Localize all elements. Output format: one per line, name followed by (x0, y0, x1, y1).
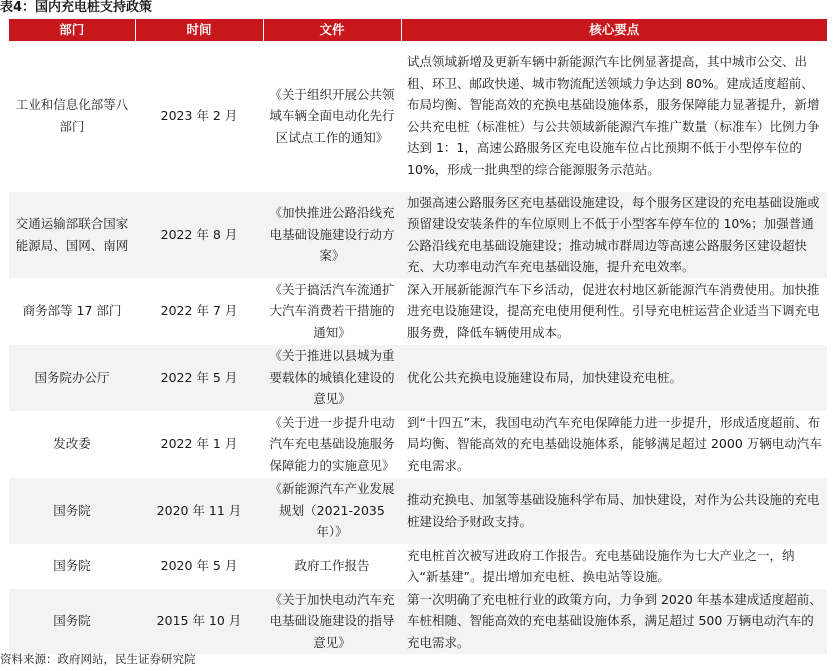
cell-key-points: 第一次明确了充电桩行业的政策方向，力争到 2020 年基本建成适度超前、车桩相随、智能高效的充电基础设施体系，满足超过 500 万辆电动汽车的充电需求。 (401, 588, 827, 654)
table-header-row (9, 19, 827, 41)
table-row (9, 544, 827, 588)
table-row (9, 588, 827, 654)
cell-key-points: 加强高速公路服务区充电基础设施建设，每个服务区建设的充电基础设施或预留建设安装条件的车位原则上不低于小型客车停车位的 10%；加强普通公路沿线充电基础设施建设；推动城市群周边等高速公路服务区建设超快充、大功率电动汽车充电基础设施，提升充电效率。 (401, 191, 827, 278)
cell-document: 《关于进一步提升电动汽车充电基础设施服务保障能力的实施意见》 (263, 411, 401, 477)
header-document: 文件 (263, 19, 401, 41)
table-row (9, 344, 827, 411)
source-note: 资料来源：政府网站，民生证券研究院 (0, 652, 196, 666)
cell-date: 2022 年 7 月 (135, 278, 263, 344)
cell-document: 《加快推进公路沿线充电基础设施建设行动方案》 (263, 191, 401, 278)
cell-key-points: 充电桩首次被写进政府工作报告。充电基础设施作为七大产业之一，纳入“新基建”。提出增加充电桩、换电站等设施。 (401, 544, 827, 588)
cell-date: 2022 年 1 月 (135, 411, 263, 477)
header-key-points: 核心要点 (401, 19, 827, 41)
table-row (9, 191, 827, 278)
cell-department: 国务院 (9, 588, 135, 654)
cell-date: 2022 年 8 月 (135, 191, 263, 278)
cell-date: 2023 年 2 月 (135, 41, 263, 191)
cell-document: 《关于推进以县城为重要载体的城镇化建设的意见》 (263, 344, 401, 411)
cell-date: 2020 年 5 月 (135, 544, 263, 588)
cell-department: 工业和信息化部等八部门 (9, 41, 135, 191)
cell-document: 《关于搞活汽车流通扩大汽车消费若干措施的通知》 (263, 278, 401, 344)
table-row (9, 41, 827, 191)
table-row (9, 411, 827, 477)
cell-document: 政府工作报告 (263, 544, 401, 588)
cell-department: 交通运输部联合国家能源局、国网、南网 (9, 191, 135, 278)
cell-key-points: 推动充换电、加氢等基础设施科学布局、加快建设，对作为公共设施的充电桩建设给予财政支持。 (401, 477, 827, 544)
table-row (9, 278, 827, 344)
header-date: 时间 (135, 19, 263, 41)
cell-department: 发改委 (9, 411, 135, 477)
cell-department: 商务部等 17 部门 (9, 278, 135, 344)
cell-department: 国务院办公厅 (9, 344, 135, 411)
header-department: 部门 (9, 19, 135, 41)
cell-document: 《关于加快电动汽车充电基础设施建设的指导意见》 (263, 588, 401, 654)
cell-document: 《新能源汽车产业发展规划（2021-2035 年）》 (263, 477, 401, 544)
cell-key-points: 到“十四五”末，我国电动汽车充电保障能力进一步提升，形成适度超前、布局均衡、智能高效的充电基础设施体系，能够满足超过 2000 万辆电动汽车充电需求。 (401, 411, 827, 477)
table-row (9, 477, 827, 544)
cell-document: 《关于组织开展公共领域车辆全面电动化先行区试点工作的通知》 (263, 41, 401, 191)
cell-key-points: 优化公共充换电设施建设布局，加快建设充电桩。 (401, 344, 827, 411)
cell-date: 2015 年 10 月 (135, 588, 263, 654)
cell-date: 2020 年 11 月 (135, 477, 263, 544)
cell-date: 2022 年 5 月 (135, 344, 263, 411)
cell-department: 国务院 (9, 477, 135, 544)
table-title: 表4：国内充电桩支持政策 (0, 0, 153, 15)
cell-key-points: 深入开展新能源汽车下乡活动，促进农村地区新能源汽车消费使用。加快推进充电设施建设，提高充电使用便利性。引导充电桩运营企业适当下调充电服务费，降低车辆使用成本。 (401, 278, 827, 344)
cell-key-points: 试点领域新增及更新车辆中新能源汽车比例显著提高，其中城市公交、出租、环卫、邮政快递、城市物流配送领域力争达到 80%。建成适度超前、布局均衡、智能高效的充换电基础设施体系，服务保障能力显著提升，新增公共充电桩（标准桩）与公共领域新能源汽车推广数量（标准车）比例力争达到 1：1，高速公路服务区充电设施车位占比预期不低于小型停车位的 10%，形成一批典型的综合能源服务示范站。 (401, 41, 827, 191)
policy-table (9, 19, 827, 655)
cell-department: 国务院 (9, 544, 135, 588)
